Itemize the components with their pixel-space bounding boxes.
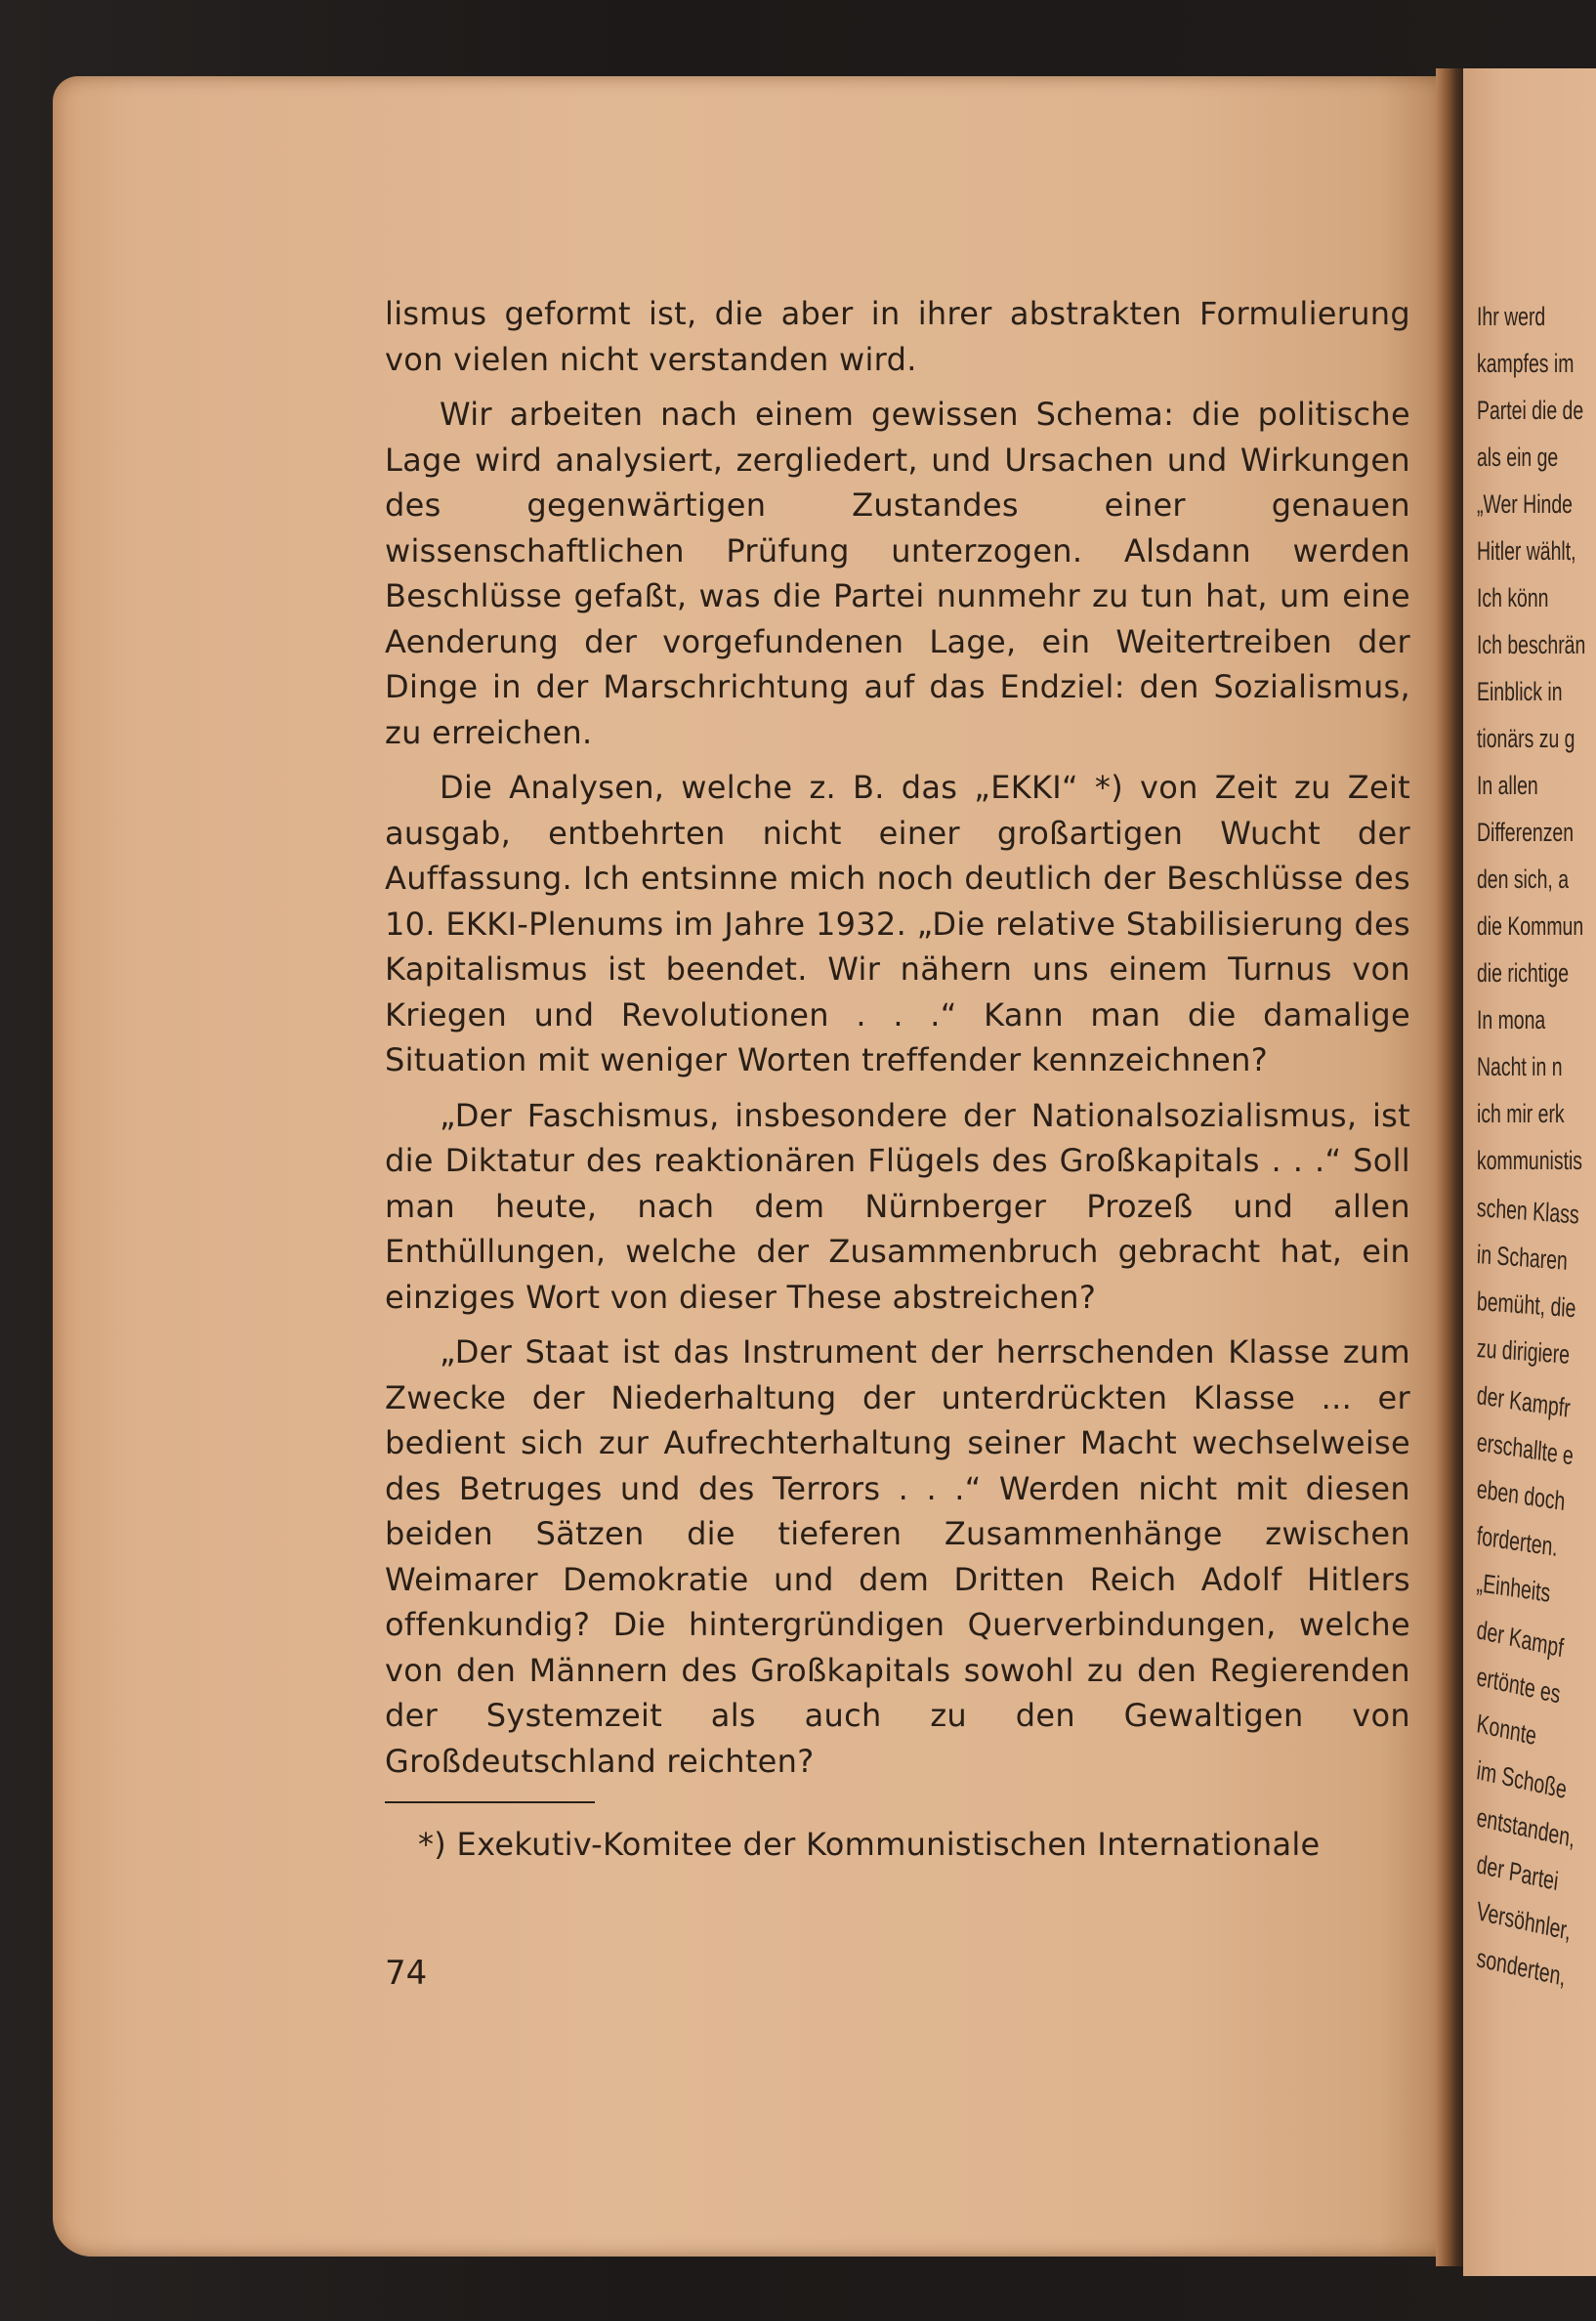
right-line: im Schoße [1475,1755,1569,1805]
right-line: sonderten, [1475,1943,1568,1992]
right-page [1463,68,1596,2276]
right-line: schen Klass [1476,1193,1580,1230]
right-line: der Kampf [1475,1615,1566,1664]
paragraph: Wir arbeiten nach einem gewissen Schema: die politische Lage wird analysiert, zergliedert, und Ursachen und Wirkungen des gegenwärtigen Zustandes einer genauen wissenschaftlichen Prüfung unterzogen. Alsdann werden Beschlüsse gefaßt, was die Partei nunmehr zu tun hat, um eine Aenderung der vorgefundenen Lage, ein Weitertreiben der Dinge in der Marschrichtung auf das Endziel: den Sozialismus, zu erreichen. [385,396,1410,751]
right-page-text [1475,293,1596,1992]
right-line: den sich, a [1477,865,1570,894]
right-line: als ein ge [1477,443,1559,472]
right-line: kampfes im [1477,349,1575,378]
right-line: zu dirigiere [1476,1333,1571,1370]
right-line: forderten. [1475,1521,1559,1562]
right-line: tionärs zu g [1477,724,1575,753]
right-line: ertönte es [1475,1662,1563,1709]
right-line: der Kampfr [1475,1380,1572,1423]
book-gutter [1436,68,1465,2266]
paragraph: Die Analysen, welche z. B. das „EKKI“ *) von Zeit zu Zeit ausgab, entbehrten nicht einer großartigen Wucht der Auffassung. Ich entsinne mich noch deutlich der Beschlüsse des 10. EKKI-Plenums im Jahre 1932. „Die relative Stabilisierung des Kapitalismus ist beendet. Wir nähern uns einem Turnus von Kriegen und Revolutionen . . .“ Kann man die damalige Situation mit weniger Worten treffender kennzeichnen? [385,769,1410,1078]
right-line: „Einheits [1475,1568,1552,1608]
right-line: in Scharen [1476,1240,1569,1276]
right-line: Hitler wählt, [1477,536,1576,566]
right-line: eben doch [1475,1474,1567,1517]
right-line: Einblick in [1477,677,1563,706]
right-line: der Partei [1475,1849,1560,1897]
right-line: ich mir erk [1477,1099,1565,1128]
right-line: Differenzen [1477,818,1575,847]
right-line: Ihr werd [1477,302,1546,331]
right-line: erschallte e [1475,1427,1575,1471]
footnote: *) Exekutiv-Komitee der Kommunistischen Internationale [418,1826,1321,1863]
right-line: bemüht, die [1476,1287,1577,1324]
paragraph: „Der Faschismus, insbesondere der Nationalsozialismus, ist die Diktatur des reaktionären Flügels des Großkapitals . . .“ Soll man heute, nach dem Nürnberger Prozeß und allen Enthüllungen, welche der Zusammenbruch gebracht hat, ein einziges Wort von dieser These abstreichen? [385,1096,1410,1316]
right-line: Konnte [1475,1709,1538,1751]
right-line: „Wer Hinde [1477,489,1573,519]
body-text [385,291,1410,1866]
right-line: Partei die de [1477,396,1584,425]
right-line: In mona [1477,1005,1546,1034]
right-line: entstanden, [1475,1802,1577,1853]
page-number: 74 [385,1954,428,1993]
footnote-rule [385,1801,595,1803]
right-line: kommunistis [1477,1146,1583,1175]
paragraph: lismus geformt ist, die aber in ihrer abstrakten Formulierung von vielen nicht verstanden wird. [385,295,1410,378]
right-line: In allen [1477,771,1538,800]
right-line: Ich könn [1477,583,1549,612]
right-line: Nacht in n [1477,1052,1563,1081]
right-line: Versöhnler, [1475,1896,1573,1946]
right-line: Ich beschrän [1477,630,1586,659]
right-line: die Kommun [1477,911,1584,941]
right-line: die richtige [1477,958,1570,988]
paragraph: „Der Staat ist das Instrument der herrschenden Klasse zum Zwecke der Niederhaltung der unterdrückten Klasse ... er bedient sich zur Aufrechterhaltung seiner Macht wechselweise des Betruges und des Terrors . . .“ Werden nicht mit diesen beiden Sätzen die tieferen Zusammenhänge zwischen Weimarer Demokratie und dem Dritten Reich Adolf Hitlers offenkundig? Die hintergründigen Querverbindungen, welche von den Männern des Großkapitals sowohl zu den Regierenden der Systemzeit als auch zu den Gewaltigen von Großdeutschland reichten? [385,1333,1410,1780]
